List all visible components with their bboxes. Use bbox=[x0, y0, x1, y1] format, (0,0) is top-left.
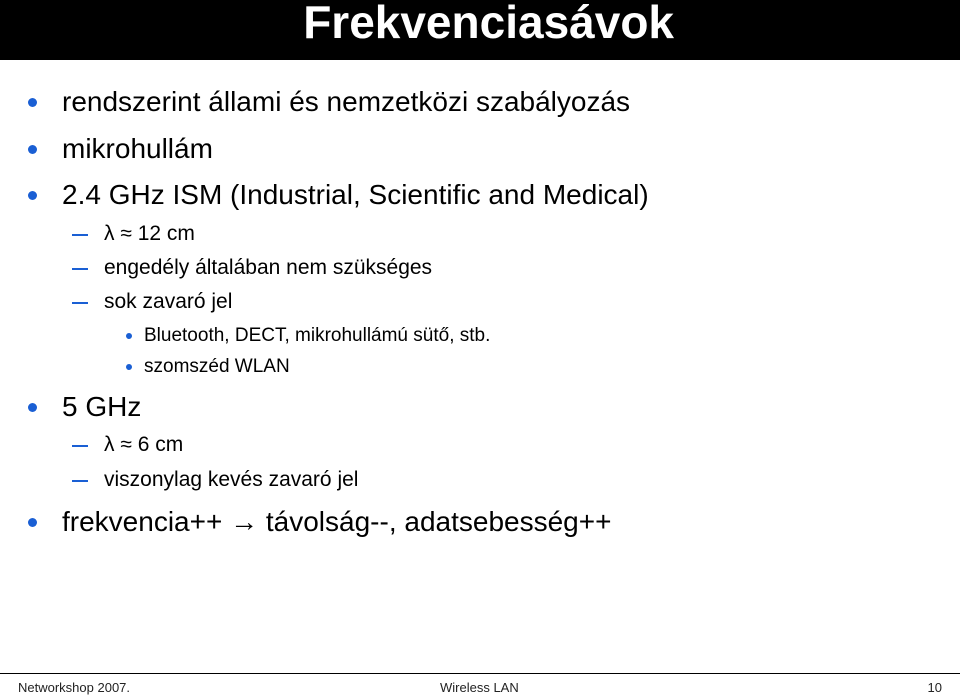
dash-icon bbox=[72, 302, 88, 304]
sub-sub-bullet-text: szomszéd WLAN bbox=[144, 356, 290, 377]
footer-divider bbox=[0, 673, 960, 674]
sub-bullet-text: sok zavaró jel bbox=[104, 290, 233, 313]
bullet-dot-icon bbox=[28, 191, 37, 200]
bullet-text: 2.4 GHz ISM (Industrial, Scientific and Medical) bbox=[62, 179, 649, 210]
bullet-dot-icon bbox=[28, 145, 37, 154]
sub-sub-bullet-text: Bluetooth, DECT, mikrohullámú sütő, stb. bbox=[144, 325, 491, 346]
footer-event: Networkshop 2007. bbox=[18, 680, 131, 695]
bullet-dot-icon bbox=[28, 403, 37, 412]
sub-bullet-text: λ ≈ 6 cm bbox=[104, 433, 184, 456]
dash-icon bbox=[72, 445, 88, 447]
dash-icon bbox=[72, 480, 88, 482]
bullet-text: mikrohullám bbox=[62, 133, 213, 164]
bullet-dot-icon bbox=[126, 333, 132, 339]
bullet-text: frekvencia++ → távolság--, adatsebesség++ bbox=[62, 506, 612, 537]
bullet-dot-icon bbox=[28, 518, 37, 527]
bullet-text: 5 GHz bbox=[62, 391, 142, 422]
footer-topic: Wireless LAN bbox=[440, 680, 519, 695]
page-number: 10 bbox=[927, 680, 942, 695]
slide-title: Frekvenciasávok bbox=[303, 0, 674, 48]
sub-bullet-text: viszonylag kevés zavaró jel bbox=[104, 468, 359, 491]
dash-icon bbox=[72, 268, 88, 270]
dash-icon bbox=[72, 234, 88, 236]
bullet-dot-icon bbox=[28, 98, 37, 107]
sub-bullet-text: λ ≈ 12 cm bbox=[104, 222, 195, 245]
bullet-dot-icon bbox=[126, 364, 132, 370]
sub-bullet-text: engedély általában nem szükséges bbox=[104, 256, 433, 279]
bullet-text: rendszerint állami és nemzetközi szabályozás bbox=[62, 86, 631, 117]
